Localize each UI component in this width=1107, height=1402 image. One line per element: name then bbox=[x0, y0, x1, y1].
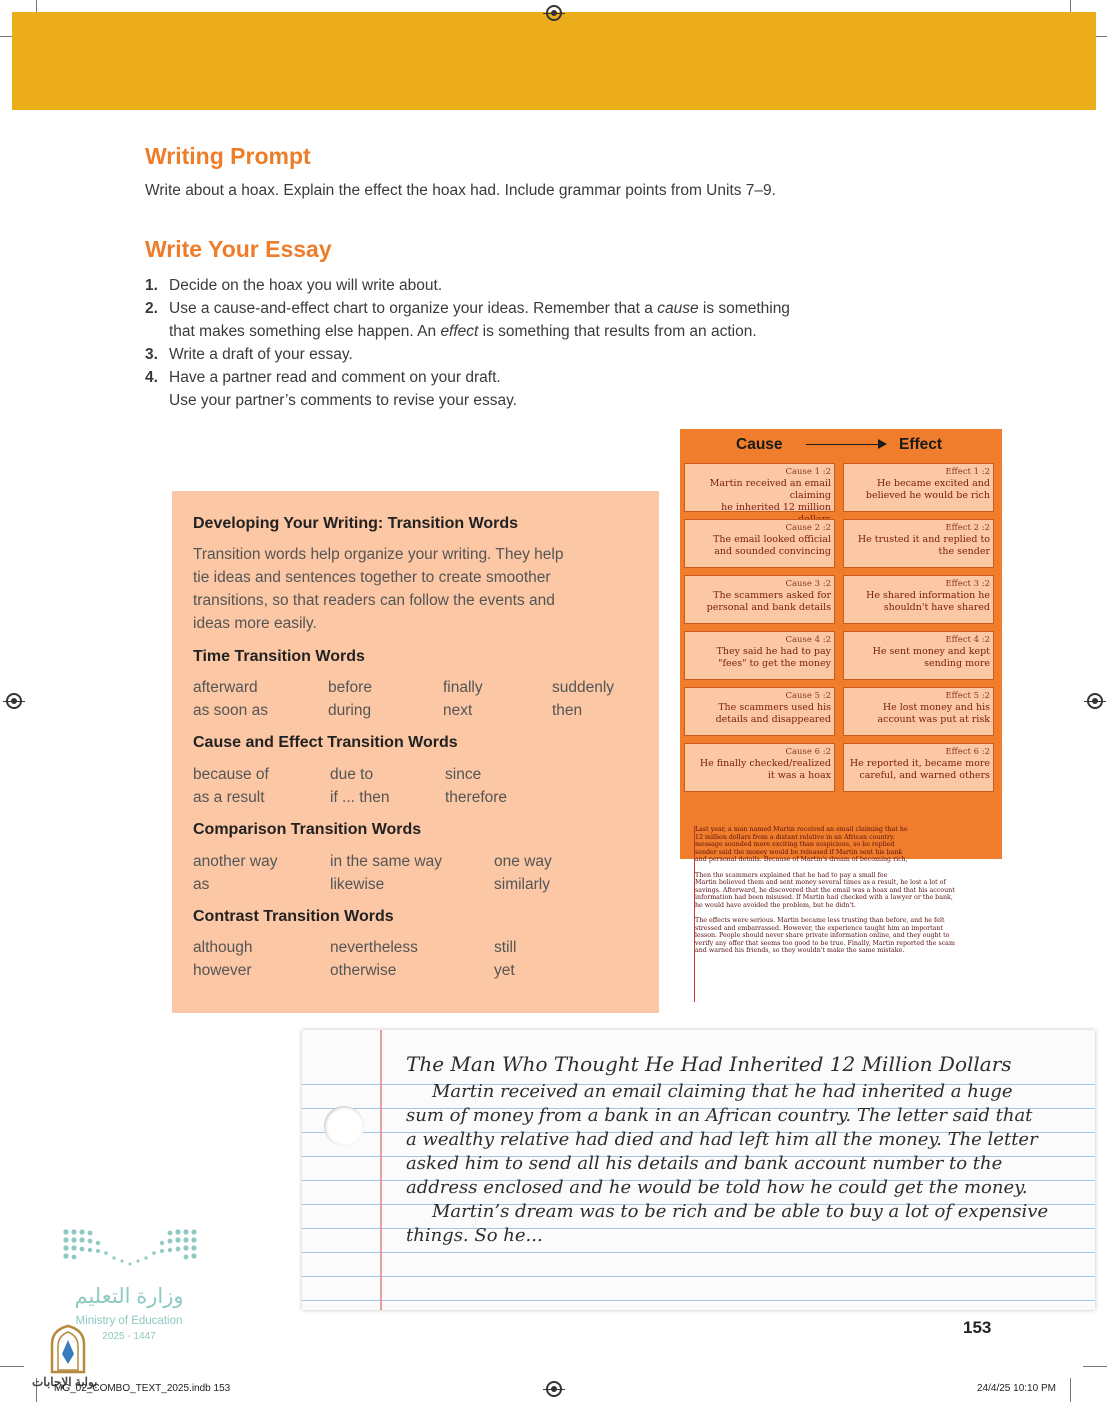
transition-word: in the same way bbox=[330, 853, 442, 870]
transition-word: as soon as bbox=[193, 702, 268, 719]
transition-word: next bbox=[443, 702, 473, 719]
essay-step: 3. Write a draft of your essay. bbox=[145, 346, 353, 363]
page-number: 153 bbox=[963, 1318, 992, 1337]
cause-cell: Cause 5 :2 The scammers used his details and disappeared bbox=[684, 687, 835, 736]
notebook-line: sum of money from a bank in an African country. The letter said that bbox=[406, 1105, 1033, 1126]
margin-line bbox=[380, 1030, 382, 1310]
ministry-english-name: Ministry of Education bbox=[75, 1315, 183, 1327]
transition-box-paragraph: Transition words help organize your writing. They help tie ideas and sentences together to create smoother transitions, so that readers can follow the events and ideas more easily. bbox=[193, 546, 564, 632]
chart-header bbox=[680, 429, 1002, 459]
transition-word: although bbox=[193, 939, 253, 956]
notebook-line: address enclosed and he would be told how he could get the money. bbox=[406, 1177, 1028, 1198]
answers-portal-logo-icon bbox=[46, 1324, 90, 1374]
effect-cell: Effect 4 :2 He sent money and kept sending more bbox=[843, 631, 994, 680]
transition-word: one way bbox=[494, 853, 552, 870]
effect-cell: Effect 1 :2 He became excited and believed he would be rich bbox=[843, 463, 994, 512]
ruled-line bbox=[302, 1300, 1095, 1301]
notebook-line: asked him to send all his details and bank account number to the bbox=[406, 1153, 1003, 1174]
transition-word: as bbox=[193, 876, 210, 893]
notebook-line: Martin’s dream was to be rich and be able to buy a lot of expensive bbox=[432, 1201, 1049, 1222]
transition-word: similarly bbox=[494, 876, 550, 893]
transition-words-box bbox=[172, 491, 659, 1013]
answers-portal-text: بوابة الإجابات bbox=[32, 1375, 98, 1389]
cause-label: Cause bbox=[736, 436, 783, 453]
transition-word: therefore bbox=[445, 789, 508, 806]
effect-cell: Effect 2 :2 He trusted it and replied to the sender bbox=[843, 519, 994, 568]
writing-prompt-text: Write about a hoax. Explain the effect the hoax had. Include grammar points from Units 7–9. bbox=[145, 182, 776, 199]
transition-word: then bbox=[552, 702, 583, 719]
transition-word: afterward bbox=[193, 679, 258, 696]
transition-word: finally bbox=[443, 679, 483, 696]
arrow-right-icon bbox=[878, 439, 887, 449]
essay-step: 1. Decide on the hoax you will write about. bbox=[145, 277, 443, 294]
effect-cell: Effect 3 :2 He shared information he shouldn't have shared bbox=[843, 575, 994, 624]
notebook-line: Martin received an email claiming that he had inherited a huge bbox=[432, 1081, 1013, 1102]
comparison-words-heading: Comparison Transition Words bbox=[193, 821, 422, 838]
arrow-line bbox=[806, 444, 880, 445]
essay-step: 2. Use a cause-and-effect chart to organize your ideas. Remember that a cause is something that makes something else happen. An effect is something that results from an action. bbox=[145, 300, 790, 340]
registration-mark-icon bbox=[546, 5, 562, 21]
crop-mark bbox=[0, 1366, 24, 1367]
effect-cell: Effect 5 :2 He lost money and his account was put at risk bbox=[843, 687, 994, 736]
crop-mark bbox=[1070, 1378, 1071, 1402]
effect-label: Effect bbox=[899, 436, 943, 453]
transition-word: however bbox=[193, 962, 252, 979]
cause-effect-words-heading: Cause and Effect Transition Words bbox=[193, 734, 458, 751]
ministry-year: 2025 - 1447 bbox=[102, 1331, 156, 1342]
transition-box-title: Developing Your Writing: Transition Words bbox=[193, 515, 519, 532]
ministry-arabic-name: وزارة التعليم bbox=[74, 1285, 184, 1308]
registration-mark-icon bbox=[546, 1381, 562, 1397]
essay-step: 4. Have a partner read and comment on your draft. Use your partner’s comments to revise your essay. bbox=[145, 369, 518, 409]
transition-word: before bbox=[328, 679, 372, 696]
transition-word: nevertheless bbox=[330, 939, 418, 956]
essay-excerpt: Last year, a man named Martin received an email claiming that he 12 million dollars from a distant relative in an African country. message sounded more exciting than suspicious, so he replied sender said the money would be released if Martin sent his bank and personal details. Because of Martin's dream of becoming rich, Then the scammers explained that he had to pay a small fee Martin believed them and sent money several times as a result, he lost a lot of savings. Afterward, he discovered that the email was a hoax and that his account information had been misused. If Martin had checked with a lawyer or the bank, he would have avoided the problem, but he didn't. The effects were serious. Martin became less trusting than before, and he felt stressed and embarrassed. However, the experience taught him an important lesson. People should never share private information online, and they ought to verify any offer that seems too good to be true. Finally, Martin reported the scam and warned his friends, so they wouldn't make the same mistake. bbox=[694, 826, 989, 1002]
notebook-title: The Man Who Thought He Had Inherited 12 Million Dollars bbox=[406, 1052, 1012, 1076]
contrast-words-heading: Contrast Transition Words bbox=[193, 908, 394, 925]
notebook-paper bbox=[302, 1030, 1095, 1310]
transition-word: otherwise bbox=[330, 962, 397, 979]
essay-steps-list bbox=[145, 274, 865, 412]
notebook-line: things. So he... bbox=[406, 1225, 543, 1246]
transition-word: another way bbox=[193, 853, 278, 870]
transition-word: likewise bbox=[330, 876, 385, 893]
registration-mark-icon bbox=[6, 693, 22, 709]
transition-word: yet bbox=[494, 962, 515, 979]
write-essay-heading: Write Your Essay bbox=[145, 236, 332, 262]
cause-cell: Cause 4 :2 They said he had to pay "fees" to get the money bbox=[684, 631, 835, 680]
transition-word: if ... then bbox=[330, 789, 390, 806]
cause-cell: Cause 3 :2 The scammers asked for personal and bank details bbox=[684, 575, 835, 624]
cause-cell: Cause 1 :2 Martin received an email claiming he inherited 12 million bbox=[684, 463, 835, 512]
cause-effect-chart bbox=[680, 429, 1002, 859]
effect-cell: Effect 6 :2 He reported it, became more careful, and warned others bbox=[843, 743, 994, 792]
transition-word: still bbox=[494, 939, 517, 956]
notebook-line: a wealthy relative had died and had left him all the money. The letter bbox=[406, 1129, 1038, 1150]
cause-cell: Cause 2 :2 The email looked official and sounded convincing bbox=[684, 519, 835, 568]
transition-word: since bbox=[445, 766, 482, 783]
ruled-line bbox=[302, 1252, 1095, 1253]
time-words-heading: Time Transition Words bbox=[193, 648, 365, 665]
crop-mark bbox=[1083, 1366, 1107, 1367]
transition-word: as a result bbox=[193, 789, 265, 806]
transition-word: because of bbox=[193, 766, 269, 783]
writing-prompt-heading: Writing Prompt bbox=[145, 143, 311, 169]
transition-word: during bbox=[328, 702, 372, 719]
footer-file-info: MG_02_COMBO_TEXT_2025.indb 153 bbox=[54, 1383, 231, 1394]
footer-date: 24/4/25 10:10 PM bbox=[977, 1383, 1056, 1394]
ruled-line bbox=[302, 1276, 1095, 1277]
top-banner bbox=[12, 12, 1096, 110]
registration-mark-icon bbox=[1087, 693, 1103, 709]
punch-hole bbox=[324, 1106, 364, 1146]
ministry-logo-icon bbox=[62, 1228, 198, 1274]
transition-word: suddenly bbox=[552, 679, 615, 696]
transition-word: due to bbox=[330, 766, 374, 783]
cause-cell: Cause 6 :2 He finally checked/realized it was a hoax bbox=[684, 743, 835, 792]
